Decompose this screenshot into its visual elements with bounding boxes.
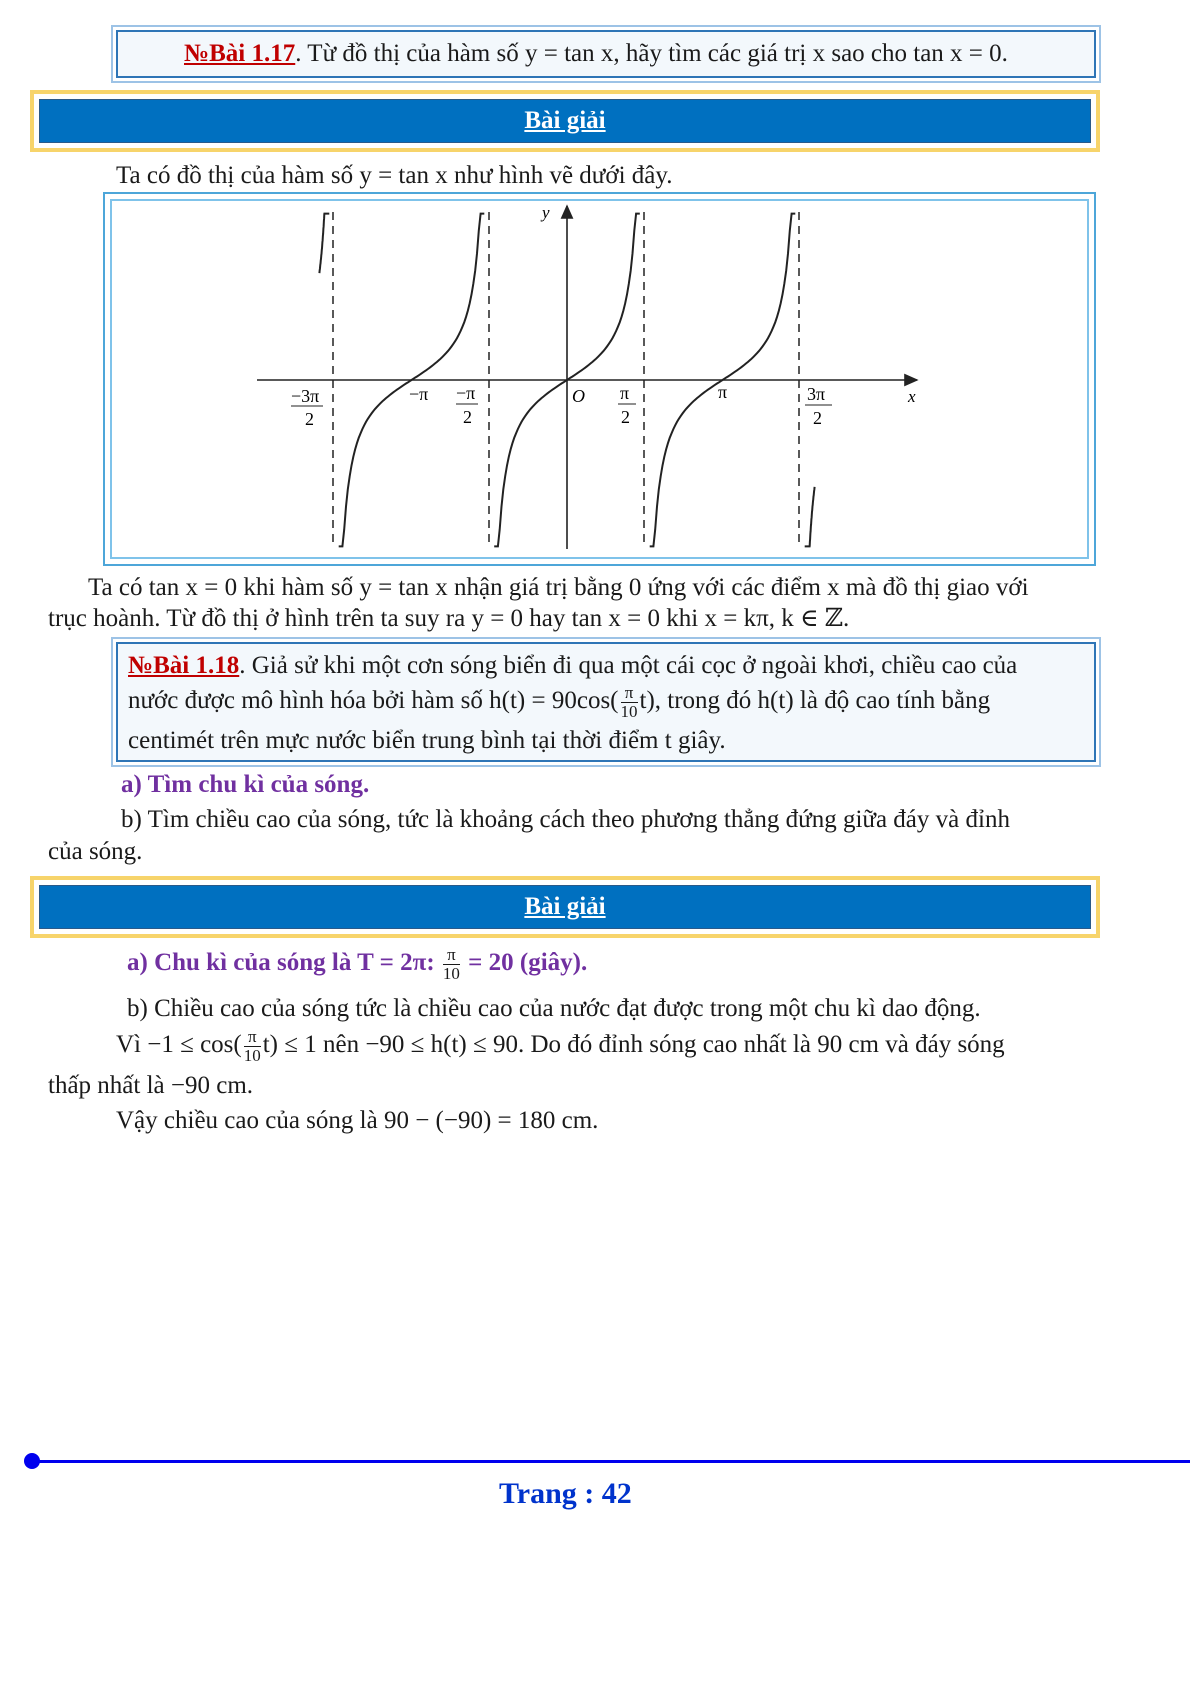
- fraction-pi-10: $\frac{\pi}{10}$: [620, 683, 638, 721]
- problem-1-17-label: №Bài 1.17: [184, 40, 296, 67]
- problem-1-18-label: №Bài 1.18: [128, 652, 240, 679]
- question-b-line2: của sóng.: [48, 838, 143, 865]
- answer-c-line2: thấp nhất là −90 cm.: [48, 1072, 254, 1099]
- page-number: Trang : 42: [499, 1477, 632, 1510]
- footer-line: [32, 1460, 1190, 1463]
- branch-neg-2pi: [319, 214, 329, 274]
- tick-neg-pi-2-den: 2: [463, 407, 472, 427]
- y-axis-label: y: [542, 203, 550, 222]
- branch-2pi: [805, 487, 815, 547]
- problem-1-18-line3: centimét trên mực nước biển trung bình tại thời điểm t giây.: [128, 727, 726, 754]
- solution-title-2: Bài giải: [39, 885, 1091, 929]
- tick-neg-3pi-2-den: 2: [305, 409, 314, 429]
- problem-1-18-box: [116, 642, 1096, 762]
- fraction-pi-10-cos: $\frac{\pi}{10}$: [243, 1027, 261, 1065]
- question-b-line1: b) Tìm chiều cao của sóng, tức là khoảng cách theo phương thẳng đứng giữa đáy và đỉnh: [121, 806, 1010, 833]
- tan-graph-frame: [103, 192, 1096, 566]
- tick-neg-pi-2-num: −π: [456, 383, 476, 403]
- solution-1-17-line2: trục hoành. Từ đồ thị ở hình trên ta suy ra y = 0 hay tan x = 0 khi x = kπ, k ∈ ℤ.: [48, 605, 850, 632]
- question-a: a) Tìm chu kì của sóng.: [121, 771, 370, 798]
- tick-3pi-2-den: 2: [813, 408, 822, 428]
- solution-1-17-line1: Ta có tan x = 0 khi hàm số y = tan x nhận giá trị bằng 0 ứng với các điểm x mà đồ thị giao với: [88, 574, 1029, 601]
- problem-1-18-line2: nước được mô hình hóa bởi hàm số h(t) = 90cos( $\frac{\pi}{10}$ t), trong đó h(t) là độ cao tính bằng: [128, 683, 991, 721]
- solution-header-2: [30, 876, 1100, 938]
- fraction-pi-10-answer: $\frac{\pi}{10}$: [442, 945, 460, 983]
- tan-graph: [105, 194, 1098, 568]
- tick-3pi-2-num: 3π: [807, 384, 826, 404]
- tick-neg-3pi-2-num: −3π: [291, 386, 320, 406]
- problem-1-18-line1: №Bài 1.18. Giả sử khi một cơn sóng biển đi qua một cái cọc ở ngoài khơi, chiều cao của: [128, 652, 1018, 679]
- x-axis-label: x: [908, 387, 916, 406]
- tick-pi: π: [718, 382, 728, 402]
- tick-pi-2-den: 2: [621, 407, 630, 427]
- problem-1-17-box: [116, 30, 1096, 78]
- solution-title-1: Bài giải: [39, 99, 1091, 143]
- answer-b: b) Chiều cao của sóng tức là chiều cao của nước đạt được trong một chu kì dao động.: [127, 995, 981, 1022]
- answer-d: Vậy chiều cao của sóng là 90 − (−90) = 180 cm.: [116, 1107, 599, 1134]
- problem-1-17-text: №Bài 1.17. Từ đồ thị của hàm số y = tan x, hãy tìm các giá trị x sao cho tan x = 0.: [184, 40, 1008, 67]
- asymptotes: [333, 212, 799, 544]
- solution-header-1: [30, 90, 1100, 152]
- answer-a: a) Chu kì của sóng là T = 2π: $\frac{\pi}{10}$ = 20 (giây).: [127, 945, 588, 983]
- tick-pi-2-num: π: [620, 383, 630, 403]
- answer-c-line1: Vì −1 ≤ cos( $\frac{\pi}{10}$ t) ≤ 1 nên −90 ≤ h(t) ≤ 90. Do đó đỉnh sóng cao nhất là 90 cm và đáy sóng: [116, 1027, 1005, 1065]
- origin-label: O: [572, 386, 585, 406]
- tick-neg-pi: −π: [409, 384, 429, 404]
- graph-intro: Ta có đồ thị của hàm số y = tan x như hình vẽ dưới đây.: [116, 162, 673, 189]
